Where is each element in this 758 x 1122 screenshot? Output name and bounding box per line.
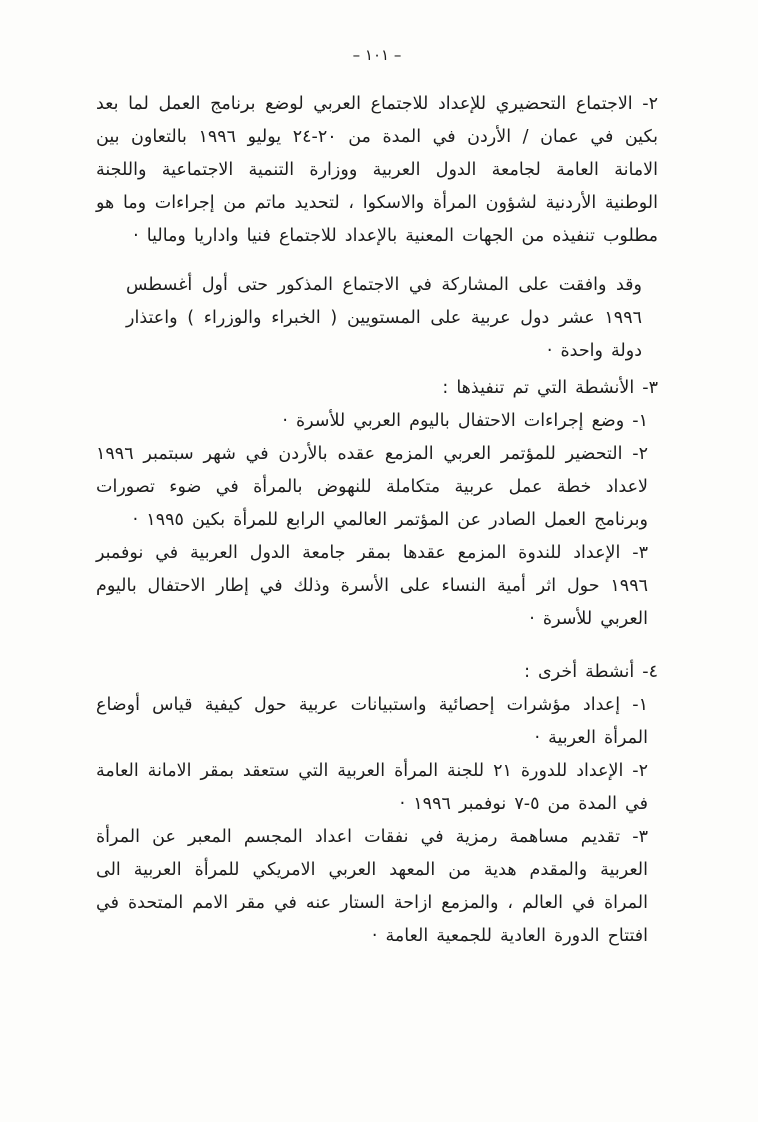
paragraph-preparatory-meeting: ٢- الاجتماع التحضيري للإعداد للاجتماع العربي لوضع برنامج العمل لما بعد بكين في عمان / الأردن في المدة من ٢٠-٢٤ يوليو ١٩٩٦ بالتعاون بين الامانة العامة لجامعة الدول العربية ووزارة التنمية الاجتماعية واللجنة الوطنية الأردنية لشؤون المرأة والاسكوا ، لتحديد ماتم من إجراءات وما هو مطلوب تنفيذه من الجهات المعنية بالإعداد للاجتماع فنيا واداريا وماليا ·	[96, 94, 658, 246]
document-page	[0, 44, 758, 1122]
list-item: ٢- التحضير للمؤتمر العربي المزمع عقده بالأردن في شهر سبتمبر ١٩٩٦ لاعداد خطة عمل عربية متكاملة للنهوض بالمرأة في ضوء تصورات وبرنامج العمل الصادر عن المؤتمر العالمي الرابع للمرأة بكين ١٩٩٥ ·	[96, 444, 648, 530]
list-item: ٢- الإعداد للدورة ٢١ للجنة المرأة العربية التي ستعقد بمقر الامانة العامة في المدة من ٥-٧ نوفمبر ١٩٩٦ ·	[96, 761, 648, 814]
heading-other-activities: ٤- أنشطة أخرى :	[524, 662, 658, 682]
list-item: ١- وضع إجراءات الاحتفال باليوم العربي للأسرة ·	[282, 411, 648, 431]
page-number: – ١٠١ –	[352, 46, 402, 64]
paragraph-participation: وقد وافقت على المشاركة في الاجتماع المذكور حتى أول أغسطس ١٩٩٦ عشر دول عربية على المستويين ( الخبراء والوزراء ) واعتذار دولة واحدة ·	[126, 275, 642, 361]
list-item: ٣- تقديم مساهمة رمزية في نفقات اعداد المجسم المعبر عن المرأة العربية والمقدم هدية من المعهد العربي الامريكي للمرأة العربية الى المراة في العالم ، والمزمع ازاحة الستار عنه في مقر الامم المتحدة في افتتاح الدورة العادية للجمعية العامة ·	[96, 827, 648, 946]
other-activities-list	[96, 689, 648, 953]
list-item: ٣- الإعداد للندوة المزمع عقدها بمقر جامعة الدول العربية في نوفمبر ١٩٩٦ حول اثر أمية النساء على الأسرة وذلك في إطار الاحتفال باليوم العربي للأسرة ·	[96, 543, 648, 629]
list-item: ١- إعداد مؤشرات إحصائية واستبيانات عربية حول كيفية قياس أوضاع المرأة العربية ·	[96, 695, 648, 748]
executed-activities-list	[96, 405, 648, 636]
heading-executed-activities: ٣- الأنشطة التي تم تنفيذها :	[442, 378, 658, 398]
